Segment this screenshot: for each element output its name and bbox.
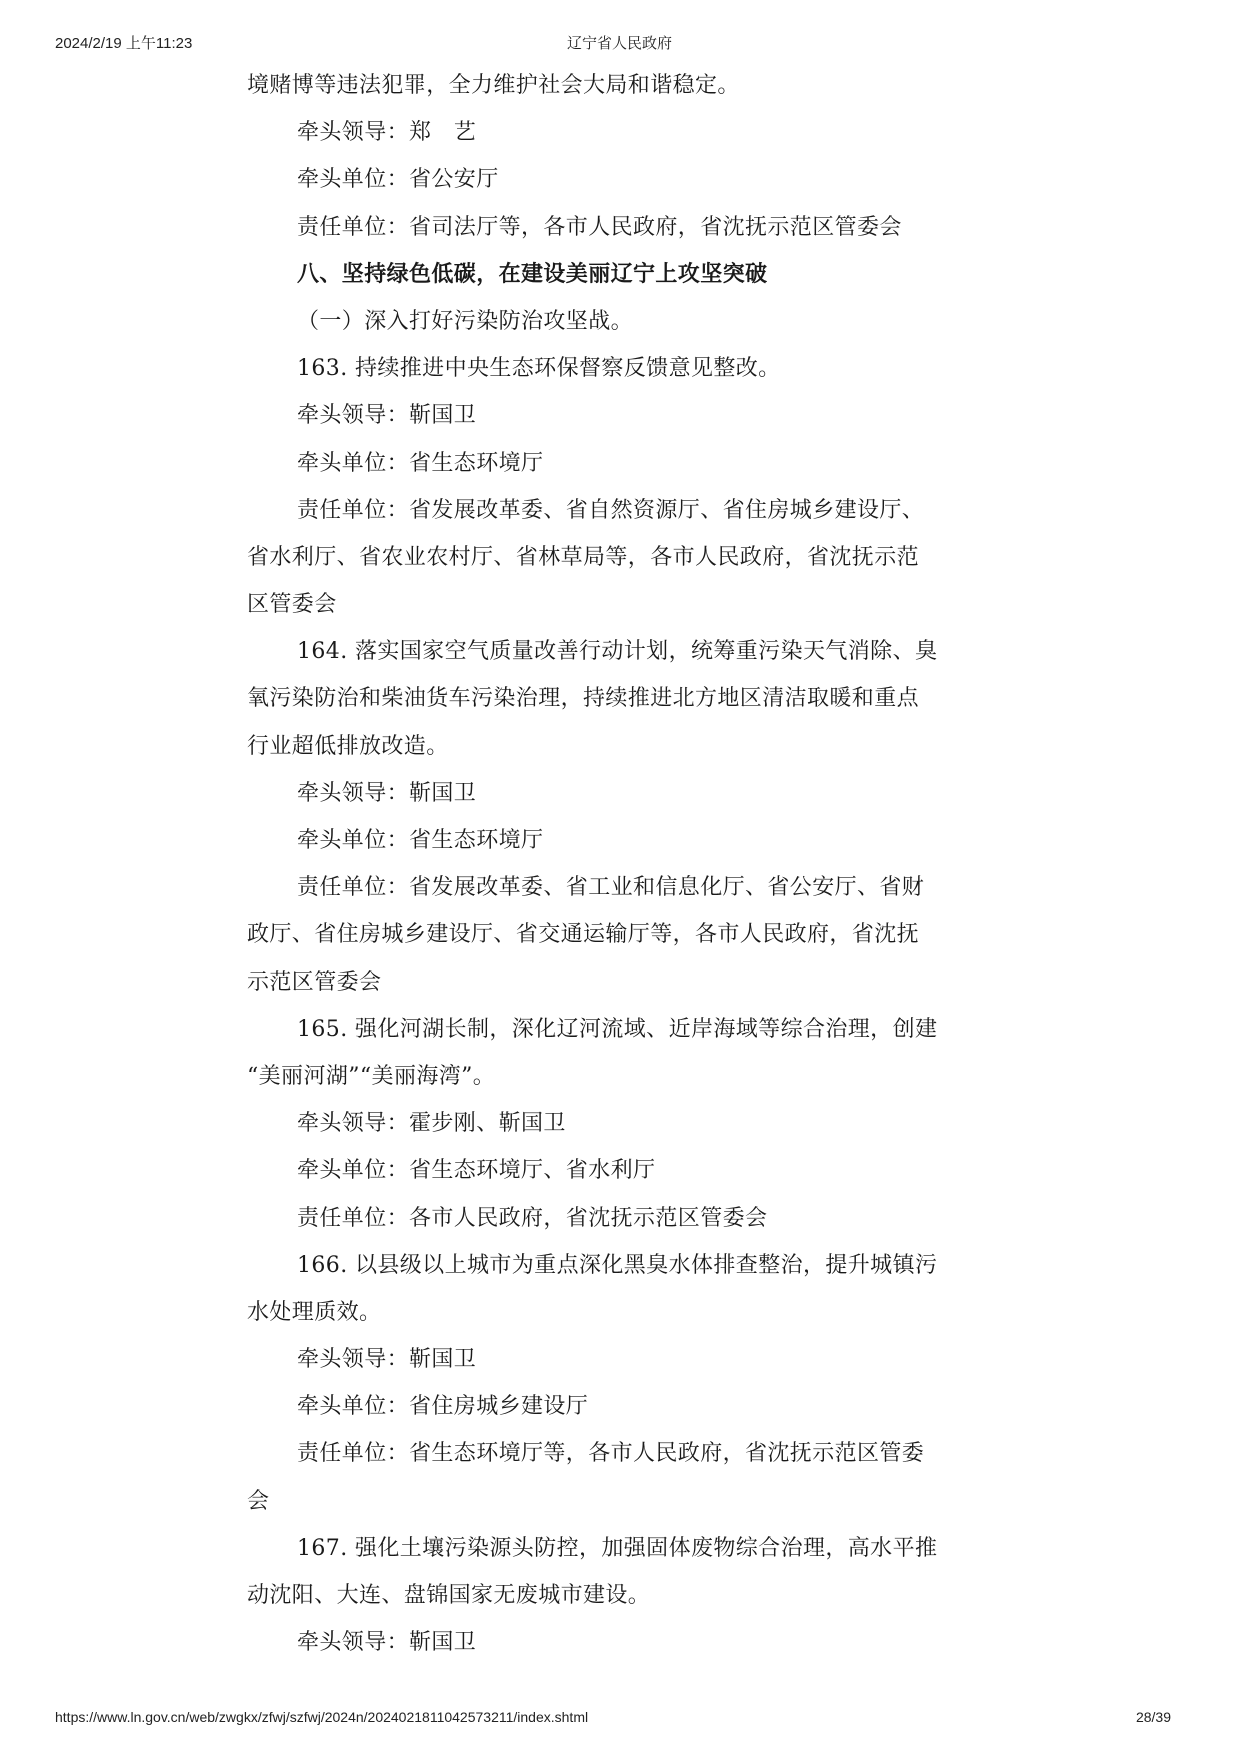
text-line: 责任单位：省生态环境厅等，各市人民政府，省沈抚示范区管委: [297, 1441, 925, 1467]
text-line: 164. 落实国家空气质量改善行动计划，统筹重污染天气消除、臭: [297, 639, 938, 665]
text-line: 166. 以县级以上城市为重点深化黑臭水体排查整治，提升城镇污: [297, 1252, 938, 1278]
page-url: https://www.ln.gov.cn/web/zwgkx/zfwj/szfwj/2024n/2024021811042573211/index.shtml: [55, 1709, 589, 1725]
text-line: 责任单位：省发展改革委、省自然资源厅、省住房城乡建设厅、: [297, 497, 925, 523]
document-body: [247, 62, 1007, 1666]
text-line: 牵头单位：省生态环境厅: [297, 450, 544, 476]
text-line: （一）深入打好污染防治攻坚战。: [297, 308, 634, 334]
site-title: 辽宁省人民政府: [566, 35, 672, 52]
text-line: 动沈阳、大连、盘锦国家无废城市建设。: [247, 1583, 651, 1608]
text-line: 牵头单位：省生态环境厅: [297, 828, 544, 853]
text-line: 牵头领导：靳国卫: [297, 1347, 477, 1373]
text-line: 会: [247, 1488, 270, 1514]
section-heading: 八、坚持绿色低碳，在建设美丽辽宁上攻坚突破: [297, 260, 768, 287]
text-line: 省水利厅、省农业农村厅、省林草局等，各市人民政府，省沈抚示范: [247, 544, 920, 570]
text-line: 167. 强化土壤污染源头防控，加强固体废物综合治理，高水平推: [297, 1535, 938, 1561]
text-line: 氧污染防治和柴油货车污染治理，持续推进北方地区清洁取暖和重点: [247, 686, 920, 712]
text-line: 责任单位：各市人民政府，省沈抚示范区管委会: [297, 1205, 768, 1231]
text-line: 牵头领导：靳国卫: [297, 1630, 477, 1656]
text-line: 牵头单位：省生态环境厅、省水利厅: [297, 1158, 656, 1184]
text-line: 水处理质效。: [247, 1299, 382, 1325]
text-line: 牵头领导：靳国卫: [297, 780, 477, 806]
text-line: 行业超低排放改造。: [247, 733, 449, 759]
text-line: 165. 强化河湖长制，深化辽河流域、近岸海域等综合治理，创建: [297, 1016, 938, 1042]
print-date: 2024/2/19 上午11:23: [55, 35, 193, 52]
text-line: 区管委会: [247, 592, 337, 618]
text-line: 示范区管委会: [247, 969, 382, 995]
text-line: 牵头单位：省住房城乡建设厅: [297, 1394, 589, 1420]
text-line: 牵头领导：靳国卫: [297, 403, 477, 429]
text-line: 牵头单位：省公安厅: [297, 167, 499, 193]
text-line: 责任单位：省发展改革委、省工业和信息化厅、省公安厅、省财: [297, 875, 925, 901]
text-line: 163. 持续推进中央生态环保督察反馈意见整改。: [297, 356, 781, 382]
text-line: 政厅、省住房城乡建设厅、省交通运输厅等，各市人民政府，省沈抚: [247, 922, 920, 948]
text-line: 牵头领导：郑 艺: [297, 120, 477, 146]
text-line: 责任单位：省司法厅等，各市人民政府，省沈抚示范区管委会: [297, 214, 902, 240]
page-number: 28/39: [1135, 1709, 1171, 1725]
text-line: 境赌博等违法犯罪，全力维护社会大局和谐稳定。: [247, 73, 740, 98]
text-line: “美丽河湖”“美丽海湾”。: [247, 1063, 496, 1089]
text-line: 牵头领导：霍步刚、靳国卫: [297, 1111, 566, 1137]
